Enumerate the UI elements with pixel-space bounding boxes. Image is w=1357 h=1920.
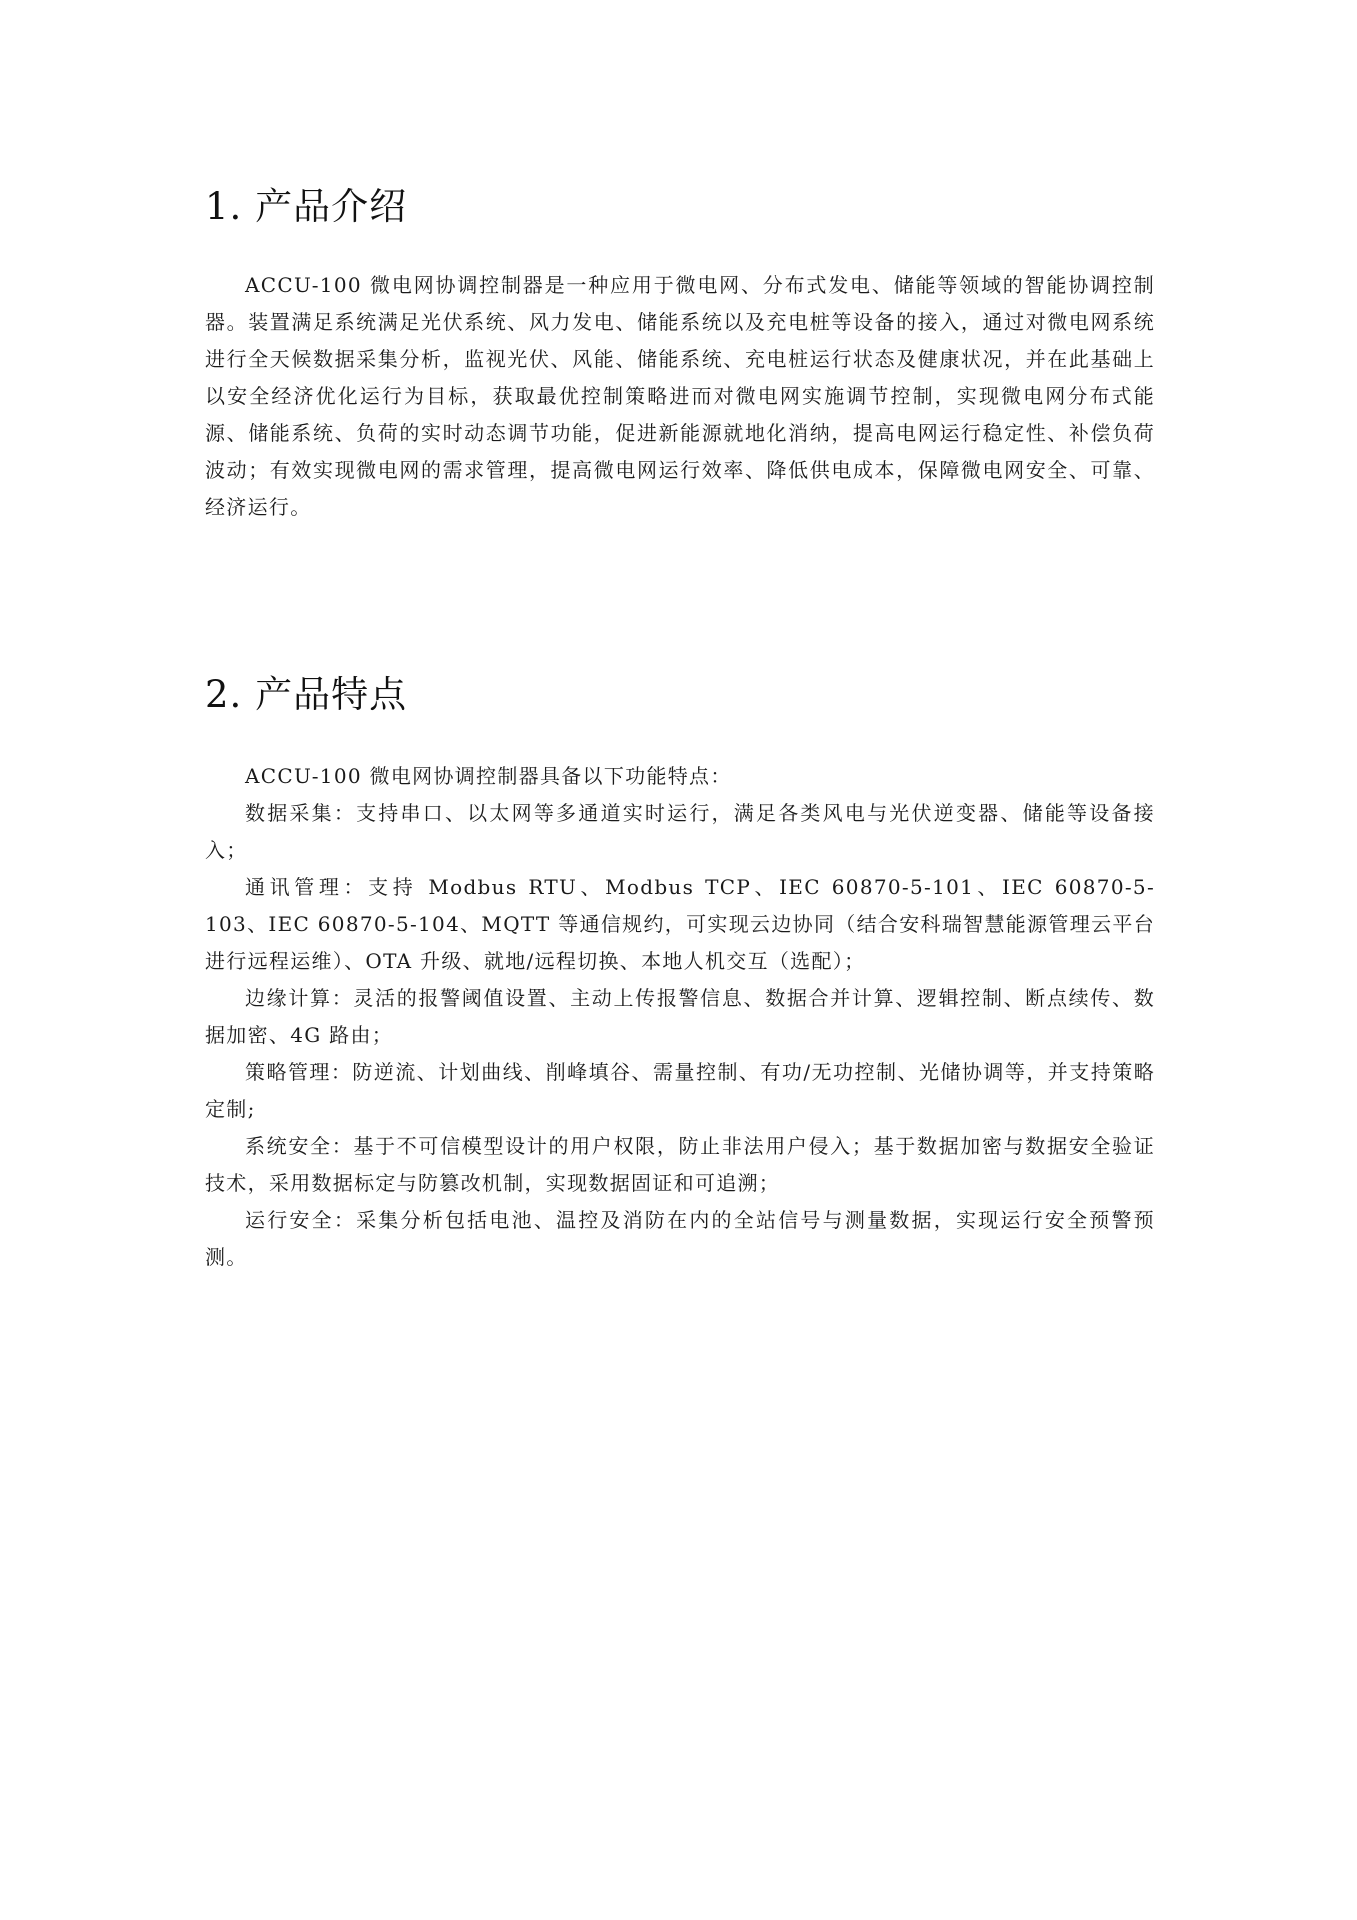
- feature-communication-management: 通讯管理：支持 Modbus RTU、Modbus TCP、IEC 60870-5-101、IEC 60870-5-103、IEC 60870-5-104、MQTT 等通信规约，可实现云边协同（结合安科瑞智慧能源管理云平台进行远程运维）、OTA 升级、就地/远程切换、本地人机交互（选配）；: [205, 875, 1155, 973]
- section-1-body: [205, 267, 1155, 526]
- feature-edge-computing: 边缘计算：灵活的报警阈值设置、主动上传报警信息、数据合并计算、逻辑控制、断点续传、数据加密、4G 路由；: [205, 986, 1155, 1047]
- feature-system-security: 系统安全：基于不可信模型设计的用户权限，防止非法用户侵入；基于数据加密与数据安全验证技术，采用数据标定与防篡改机制，实现数据固证和可追溯；: [205, 1134, 1155, 1195]
- section-1-paragraph: ACCU-100 微电网协调控制器是一种应用于微电网、分布式发电、储能等领域的智能协调控制器。装置满足系统满足光伏系统、风力发电、储能系统以及充电桩等设备的接入，通过对微电网系统进行全天候数据采集分析，监视光伏、风能、储能系统、充电桩运行状态及健康状况，并在此基础上以安全经济优化运行为目标，获取最优控制策略进而对微电网实施调节控制，实现微电网分布式能源、储能系统、负荷的实时动态调节功能，促进新能源就地化消纳，提高电网运行稳定性、补偿负荷波动；有效实现微电网的需求管理，提高微电网运行效率、降低供电成本，保障微电网安全、可靠、经济运行。: [205, 273, 1155, 519]
- section-1-heading: 1. 产品介绍: [205, 185, 408, 228]
- feature-data-acquisition: 数据采集：支持串口、以太网等多通道实时运行，满足各类风电与光伏逆变器、储能等设备接入；: [205, 801, 1155, 862]
- feature-operational-safety: 运行安全：采集分析包括电池、温控及消防在内的全站信号与测量数据，实现运行安全预警预测。: [205, 1208, 1155, 1269]
- section-2-body: [205, 758, 1155, 1276]
- section-2-intro: ACCU-100 微电网协调控制器具备以下功能特点：: [245, 764, 732, 788]
- section-2-heading: 2. 产品特点: [205, 673, 408, 716]
- feature-strategy-management: 策略管理：防逆流、计划曲线、削峰填谷、需量控制、有功/无功控制、光储协调等，并支持策略定制;: [205, 1060, 1155, 1121]
